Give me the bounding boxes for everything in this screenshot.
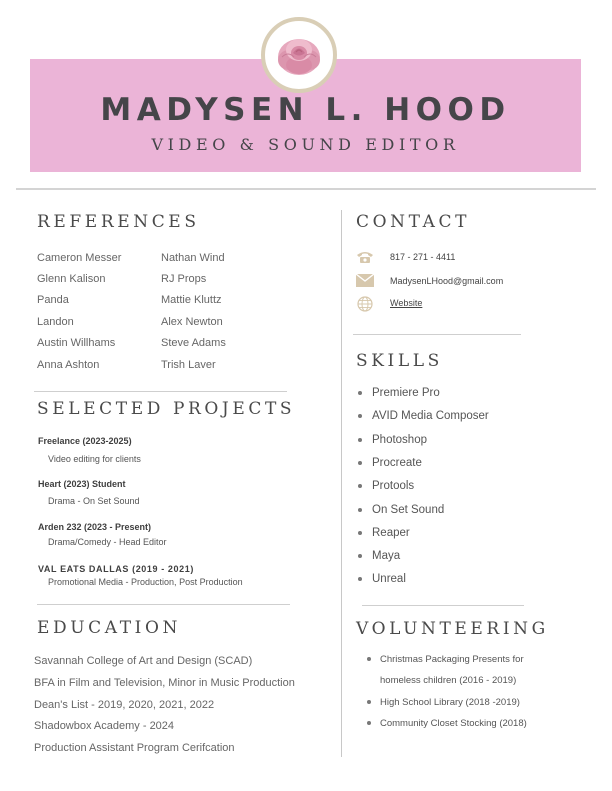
rose-icon: [268, 24, 330, 86]
reference-name: RJ Props: [161, 273, 207, 285]
education-line: Production Assistant Program Cerifcation: [34, 742, 235, 754]
references-heading: REFERENCES: [37, 212, 200, 232]
globe-icon: [357, 296, 373, 317]
reference-name: Mattie Kluttz: [161, 294, 222, 306]
education-heading: EDUCATION: [37, 618, 181, 638]
bullet-icon: [358, 414, 362, 418]
skill-item: [358, 504, 444, 516]
reference-name: Panda: [37, 294, 69, 306]
education-line: Savannah College of Art and Design (SCAD): [34, 655, 253, 667]
skill-item: [358, 550, 400, 562]
skill-label: Unreal: [372, 573, 406, 585]
education-line: BFA in Film and Television, Minor in Music Production: [34, 677, 295, 689]
avatar: [268, 24, 330, 86]
phone-icon: [355, 250, 375, 269]
skill-item: [358, 457, 422, 469]
skills-heading: SKILLS: [356, 351, 443, 371]
reference-name: Alex Newton: [161, 316, 223, 328]
phone-number: 817 - 271 - 4411: [390, 252, 456, 262]
bullet-icon: [367, 657, 371, 661]
project-title: Heart (2023) Student: [38, 479, 126, 489]
reference-name: Landon: [37, 316, 74, 328]
skill-label: Photoshop: [372, 434, 427, 446]
project-title: Arden 232 (2023 - Present): [38, 522, 152, 532]
page-title: MADYSEN L. HOOD: [100, 92, 511, 128]
bullet-icon: [358, 508, 362, 512]
reference-name: Nathan Wind: [161, 252, 225, 264]
skill-item: [358, 527, 410, 539]
reference-name: Austin Willhams: [37, 337, 116, 349]
mail-icon: [356, 274, 374, 292]
skill-label: AVID Media Composer: [372, 410, 489, 422]
email-link[interactable]: MadysenLHood@gmail.com: [390, 276, 504, 286]
reference-name: Steve Adams: [161, 337, 226, 349]
bullet-icon: [358, 391, 362, 395]
website-link[interactable]: Website: [390, 298, 423, 308]
project-title: Freelance (2023-2025): [38, 436, 132, 446]
skill-label: Premiere Pro: [372, 387, 440, 399]
skill-item: [358, 573, 406, 585]
volunteer-item: [367, 654, 524, 665]
skill-item: [358, 480, 414, 492]
reference-name: Anna Ashton: [37, 359, 100, 371]
bullet-icon: [367, 700, 371, 704]
bullet-icon: [367, 721, 371, 725]
volunteering-heading: VOLUNTEERING: [356, 619, 549, 639]
contact-heading: CONTACT: [356, 212, 471, 232]
reference-name: Trish Laver: [161, 359, 216, 371]
volunteer-item-continued: homeless children (2016 - 2019): [380, 675, 517, 686]
volunteer-label: Christmas Packaging Presents for: [380, 654, 524, 665]
projects-heading: SELECTED PROJECTS: [37, 399, 296, 419]
reference-name: Cameron Messer: [37, 252, 122, 264]
bullet-icon: [358, 554, 362, 558]
job-title: VIDEO & SOUND EDITOR: [151, 135, 460, 154]
skill-item: [358, 410, 489, 422]
bullet-icon: [358, 438, 362, 442]
reference-name: Glenn Kalison: [37, 273, 106, 285]
bullet-icon: [358, 577, 362, 581]
skill-label: On Set Sound: [372, 504, 445, 516]
project-description: Promotional Media - Production, Post Production: [48, 577, 243, 587]
skill-item: [358, 434, 427, 446]
volunteer-label: Community Closet Stocking (2018): [380, 718, 527, 729]
section-divider: [37, 604, 290, 605]
bullet-icon: [358, 484, 362, 488]
volunteer-label: High School Library (2018 -2019): [380, 697, 520, 708]
project-title: VAL EATS DALLAS (2019 - 2021): [38, 564, 194, 574]
skill-item: [358, 387, 440, 399]
column-divider: [341, 210, 342, 757]
skill-label: Procreate: [372, 457, 422, 469]
project-description: Video editing for clients: [48, 454, 141, 464]
header-divider: [16, 188, 596, 190]
project-description: Drama/Comedy - Head Editor: [48, 537, 167, 547]
volunteer-item: [367, 718, 527, 729]
education-line: Dean's List - 2019, 2020, 2021, 2022: [34, 699, 215, 711]
bullet-icon: [358, 461, 362, 465]
skill-label: Reaper: [372, 527, 410, 539]
section-divider: [362, 605, 524, 606]
section-divider: [34, 391, 287, 392]
education-line: Shadowbox Academy - 2024: [34, 720, 175, 732]
project-description: Drama - On Set Sound: [48, 496, 140, 506]
section-divider: [353, 334, 521, 335]
skill-label: Maya: [372, 550, 401, 562]
skill-label: Protools: [372, 480, 415, 492]
bullet-icon: [358, 531, 362, 535]
volunteer-item: [367, 697, 520, 708]
